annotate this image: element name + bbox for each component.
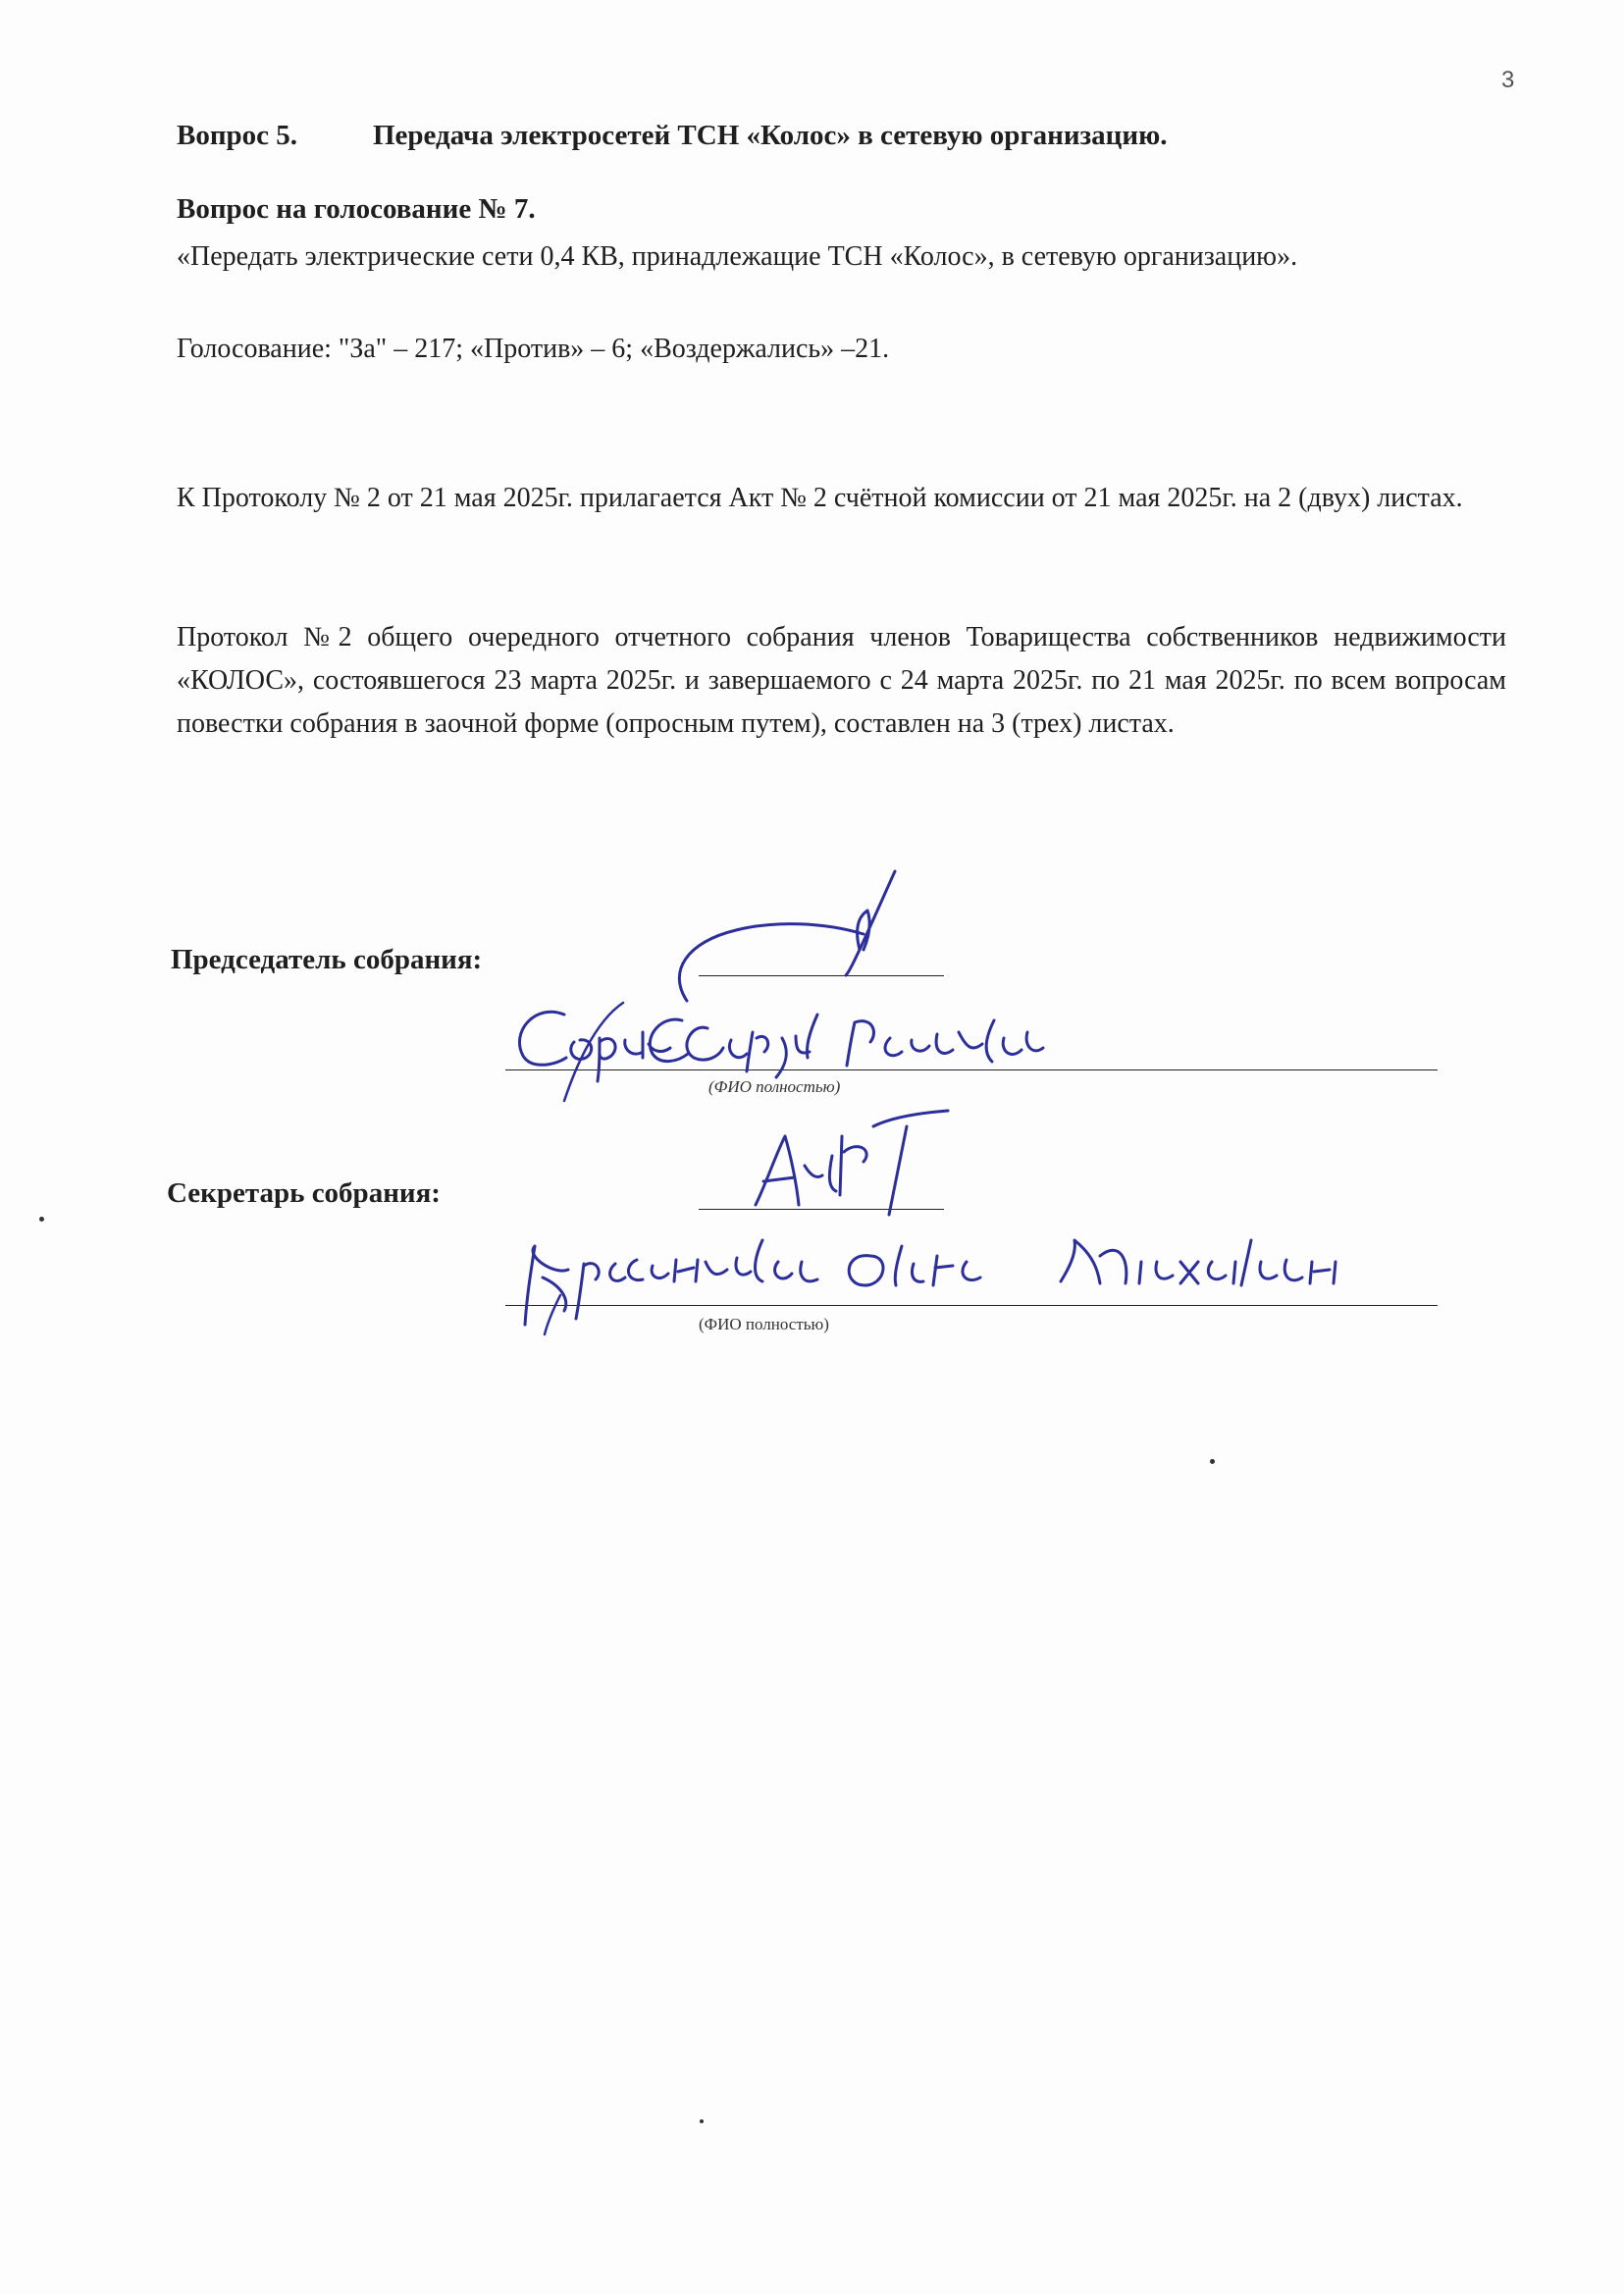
voting-result: Голосование: "За" – 217; «Против» – 6; «Воздержались» –21. — [177, 334, 890, 364]
secretary-name-caption: (ФИО полностью) — [699, 1315, 829, 1333]
question-heading — [177, 120, 1168, 152]
chairman-label: Председатель собрания: — [171, 944, 483, 975]
secretary-signature-icon — [726, 1097, 971, 1225]
chairman-name-caption: (ФИО полностью) — [708, 1077, 841, 1096]
scan-speck — [1210, 1459, 1215, 1464]
secretary-label: Секретарь собрания: — [167, 1177, 441, 1209]
question-number: Вопрос 5. — [177, 120, 298, 151]
attachment-note: К Протоколу № 2 от 21 мая 2025г. прилагается Акт № 2 счётной комиссии от 21 мая 2025г. на 2 (двух) листах. — [177, 483, 1463, 513]
secretary-name-handwritten — [505, 1217, 1614, 1339]
chairman-signature-icon — [628, 854, 962, 1011]
vote-question-text: «Передать электрические сети 0,4 КВ, принадлежащие ТСН «Колос», в сетевую организацию». — [177, 241, 1298, 272]
vote-question-title: Вопрос на голосование № 7. — [177, 193, 536, 225]
scan-speck — [700, 2119, 704, 2123]
scan-speck — [39, 1217, 44, 1222]
page-number: 3 — [1501, 67, 1515, 93]
protocol-summary: Протокол №2 общего очередного отчетного собрания членов Товарищества собственников недвижимости «КОЛОС», состоявшегося 23 марта 2025г. и завершаемого с 24 марта 2025г. по 21 мая 2025г. по всем вопросам повестки собрания в заочной форме (опросным путем), составлен на 3 (трех) листах. — [177, 622, 1506, 739]
chairman-name-handwritten — [505, 993, 1349, 1101]
question-title: Передача электросетей ТСН «Колос» в сетевую организацию. — [373, 120, 1168, 151]
